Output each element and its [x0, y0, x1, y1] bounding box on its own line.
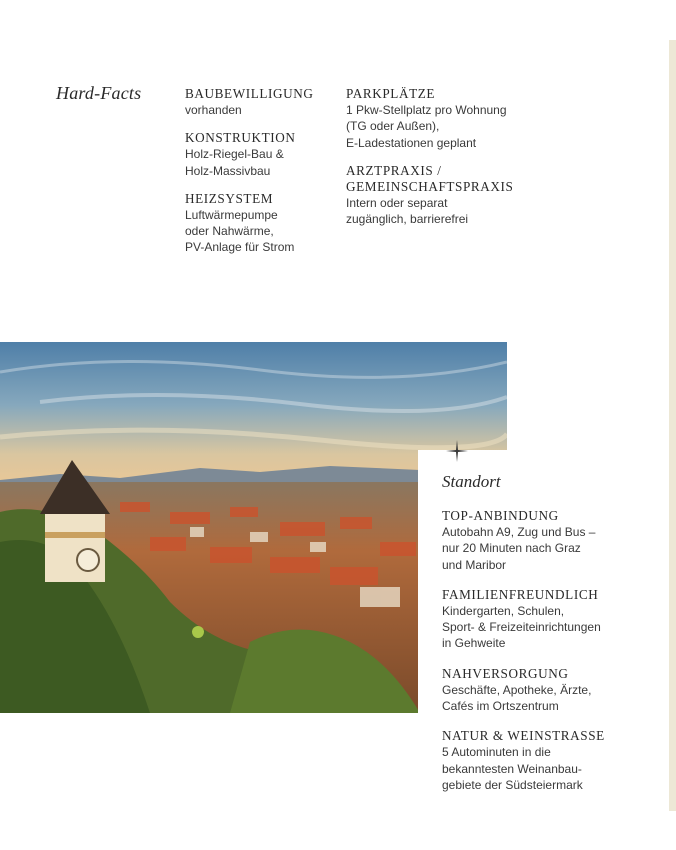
decorative-side-bar — [669, 40, 676, 811]
standort-list — [442, 508, 632, 807]
fact-text: vorhanden — [185, 103, 242, 117]
fact-heading: BAUBEWILLIGUNG — [185, 86, 314, 101]
hard-facts-title: Hard-Facts — [56, 83, 142, 103]
fact-text: Kindergarten, Schulen, Sport- & Freizeiteinrichtungen in Gehweite — [442, 603, 601, 651]
fact-konstruktion — [185, 130, 355, 179]
fact-heading: FAMILIENFREUNDLICH — [442, 586, 599, 602]
standort-item — [442, 728, 632, 793]
decorative-star-icon — [446, 440, 468, 462]
fact-heading: NATUR & WEINSTRASSE — [442, 728, 605, 744]
fact-heading: HEIZSYSTEM — [185, 190, 274, 206]
fact-heading: TOP-ANBINDUNG — [442, 508, 559, 523]
hard-facts-column-1 — [185, 86, 355, 268]
standort-item — [442, 666, 632, 715]
fact-text: 1 Pkw-Stellplatz pro Wohnung (TG oder Außen), E-Ladestationen geplant — [346, 103, 507, 150]
hard-facts-column-2 — [346, 86, 516, 239]
fact-text: Autobahn A9, Zug und Bus – nur 20 Minuten nach Graz und Maribor — [442, 525, 596, 572]
fact-text: Intern oder separat zugänglich, barrierefrei — [346, 195, 469, 227]
fact-parkplaetze — [346, 86, 516, 151]
fact-heading: ARZTPRAXIS / GEMEINSCHAFTSPRAXIS — [346, 162, 514, 194]
fact-heading: KONSTRUKTION — [185, 130, 296, 146]
standort-item — [442, 587, 632, 652]
fact-text: Luftwärmepumpe oder Nahwärme, PV-Anlage für Strom — [185, 207, 295, 255]
fact-heading: NAHVERSORGUNG — [442, 665, 569, 681]
fact-heizsystem — [185, 191, 355, 256]
standort-title: Standort — [442, 472, 501, 491]
fact-text: Holz-Riegel-Bau & Holz-Massivbau — [185, 147, 284, 178]
fact-text: 5 Autominuten in die bekanntesten Weinanbau- gebiete der Südsteiermark — [442, 745, 583, 792]
fact-heading: PARKPLÄTZE — [346, 86, 436, 101]
fact-arztpraxis — [346, 163, 516, 228]
fact-text: Geschäfte, Apotheke, Ärzte, Cafés im Ortszentrum — [442, 682, 592, 714]
fact-baubewilligung — [185, 86, 355, 118]
standort-item — [442, 508, 632, 573]
